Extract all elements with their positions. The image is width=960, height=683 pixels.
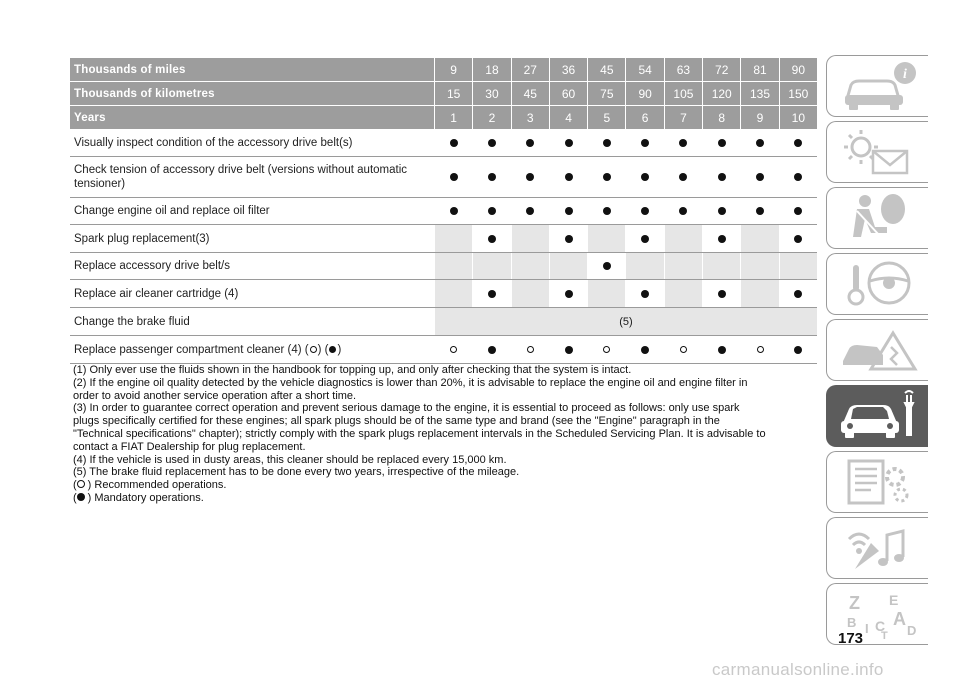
schedule-cell [511,253,549,279]
row-cells [434,198,817,224]
mandatory-dot-icon [488,346,496,354]
mandatory-dot-icon [526,173,534,181]
mandatory-dot-icon [794,346,802,354]
mandatory-dot-icon [603,139,611,147]
schedule-cell [702,225,740,252]
table-row [70,253,817,280]
schedule-cell [472,130,510,156]
schedule-cell [511,157,549,197]
header-label: Thousands of miles [74,63,186,76]
svg-text:E: E [888,592,898,608]
table-row [70,336,817,364]
schedule-cell [625,130,663,156]
technical-data-icon [835,455,921,509]
recommended-ring-icon [527,346,534,353]
schedule-cell [702,157,740,197]
row-label: Check tension of accessory drive belt (versions without automatic tensioner) [74,164,408,190]
tab-multimedia[interactable] [826,517,928,579]
schedule-cell [549,198,587,224]
car-maintenance-icon [835,389,921,443]
mandatory-dot-icon [450,173,458,181]
header-value: 54 [625,58,663,81]
mandatory-dot-icon [679,207,687,215]
tab-car-info[interactable] [826,55,928,117]
mandatory-dot-icon [794,207,802,215]
schedule-cell [740,198,778,224]
schedule-cell [740,280,778,307]
schedule-cell [511,130,549,156]
header-values [434,106,817,129]
schedule-cell [625,198,663,224]
schedule-cell [625,280,663,307]
mandatory-dot-icon [794,139,802,147]
mandatory-dot-icon [641,207,649,215]
header-row-miles [70,58,817,82]
schedule-cell [511,336,549,363]
row-label: Spark plug replacement(3) [74,232,210,245]
mandatory-dot-icon [718,235,726,243]
header-value: 4 [549,106,587,129]
table-row [70,157,817,198]
header-value: 2 [472,106,510,129]
row-label: Visually inspect condition of the accessory drive belt(s) [74,137,353,149]
row-label: Replace accessory drive belt/s [74,260,230,272]
schedule-cell [472,157,510,197]
warning-lights-icon [835,125,921,179]
header-value: 30 [472,82,510,105]
footnote-3-line-1: (3) In order to guarantee correct operation and prevent serious damage to the engine, it is essential to proceed as follows: only use spark [73,402,740,415]
header-value: 120 [702,82,740,105]
mandatory-dot-icon [329,346,336,353]
header-value: 60 [549,82,587,105]
schedule-cell [549,225,587,252]
header-value: 9 [434,58,472,81]
mandatory-dot-icon [565,139,573,147]
header-value: 3 [511,106,549,129]
schedule-cell [740,157,778,197]
header-value: 7 [664,106,702,129]
schedule-cell [587,253,625,279]
footnote-1: (1) Only ever use the fluids shown in the handbook for topping up, and only after checking that the system is intact. [73,364,632,376]
schedule-cell [664,253,702,279]
schedule-cell [434,280,472,307]
schedule-cell [587,280,625,307]
multimedia-icon [835,521,921,575]
header-values [434,82,817,105]
svg-text:i: i [902,67,907,82]
mandatory-dot-icon [679,173,687,181]
row-label-text: ) ( [317,343,329,356]
row-label-text: ) [337,343,342,356]
table-row [70,198,817,225]
row-cells [434,308,817,335]
schedule-cell [549,157,587,197]
header-values [434,58,817,81]
header-value: 63 [664,58,702,81]
svg-text:C: C [874,618,885,634]
header-value: 45 [587,58,625,81]
mandatory-dot-icon [450,139,458,147]
mandatory-dot-icon [526,207,534,215]
footnote-2-line-2: order to avoid another service operation after a short time. [73,389,357,402]
tab-starting-driving[interactable] [826,253,928,315]
chapter-sidebar [826,55,930,645]
schedule-cell [740,225,778,252]
header-value: 8 [702,106,740,129]
legend-recommended [73,479,813,492]
schedule-cell [664,225,702,252]
mandatory-dot-icon [488,235,496,243]
mandatory-dot-icon [718,290,726,298]
schedule-cell [434,198,472,224]
schedule-cell [779,253,817,279]
mandatory-dot-icon [641,290,649,298]
header-value: 27 [511,58,549,81]
page-number: 173 [838,630,864,647]
tab-warning-lights[interactable] [826,121,928,183]
schedule-cell [664,130,702,156]
header-row-kilometres [70,82,817,106]
row-label-text: Replace passenger compartment cleaner (4) ( [74,343,309,356]
mandatory-dot-icon [565,207,573,215]
mandatory-dot-icon [794,173,802,181]
mandatory-dot-icon [488,173,496,181]
row-label: Replace air cleaner cartridge (4) [74,287,239,300]
schedule-cell [779,198,817,224]
tab-emergency[interactable] [826,319,928,381]
emergency-crash-icon [835,323,921,377]
schedule-cell [702,280,740,307]
schedule-cell [664,336,702,363]
header-value: 5 [587,106,625,129]
mandatory-dot-icon [641,139,649,147]
header-value: 105 [664,82,702,105]
schedule-cell [664,157,702,197]
schedule-cell [779,280,817,307]
schedule-cell [434,225,472,252]
mandatory-dot-icon [641,173,649,181]
schedule-cell [549,336,587,363]
svg-text:B: B [846,615,856,630]
watermark: carmanualsonline.info [712,660,884,679]
mandatory-dot-icon [718,173,726,181]
row-cells [434,336,817,363]
row-label: Change engine oil and replace oil filter [74,205,270,217]
schedule-cell [511,198,549,224]
schedule-cell [472,280,510,307]
mandatory-dot-icon [488,290,496,298]
mandatory-dot-icon [488,207,496,215]
row-label: Change the brake fluid [74,315,190,328]
header-value: 9 [740,106,778,129]
schedule-cell [472,225,510,252]
row-cells [434,130,817,156]
recommended-ring-icon [450,346,457,353]
table-row [70,225,817,253]
table-row [70,308,817,336]
safety-airbag-icon [835,191,921,245]
schedule-cell [434,336,472,363]
schedule-cell [587,336,625,363]
mandatory-dot-icon [718,207,726,215]
schedule-cell [779,225,817,252]
header-value: 6 [625,106,663,129]
mandatory-dot-icon [603,262,611,270]
car-info-icon [835,59,921,113]
tab-technical-data[interactable] [826,451,928,513]
header-value: 18 [472,58,510,81]
mandatory-dot-icon [679,139,687,147]
legend-mandatory-label: ) Mandatory operations. [87,491,204,504]
schedule-cell [625,157,663,197]
header-value: 1 [434,106,472,129]
footnote-5: (5) The brake fluid replacement has to be done every two years, irrespective of the mileage. [73,466,520,479]
schedule-cell [779,130,817,156]
legend-mandatory [73,492,813,505]
header-value: 36 [549,58,587,81]
mandatory-dot-icon [603,173,611,181]
mandatory-dot-icon [488,139,496,147]
footnote-3-line-3: "Technical specifications" chapter); strictly comply with the spark plugs replacement intervals in the Scheduled Servicing Plan. It is advisable to [73,427,766,440]
row-cells [434,253,817,279]
legend-recommended-label: ) Recommended operations. [87,479,227,492]
schedule-cell [625,225,663,252]
header-value: 72 [702,58,740,81]
schedule-cell [511,280,549,307]
mandatory-dot-icon [526,139,534,147]
schedule-cell [472,253,510,279]
mandatory-dot-icon [794,235,802,243]
schedule-cell [472,198,510,224]
header-value: 135 [740,82,778,105]
footnote-3-line-2: plugs specifically certified for these engines; all spark plugs should be of the same type and brand (see the "Engine" paragraph in the [73,415,720,428]
tab-servicing-care[interactable] [826,385,928,447]
schedule-cell [434,157,472,197]
schedule-cell [549,253,587,279]
header-label: Years [74,111,106,124]
header-value: 81 [740,58,778,81]
recommended-ring-icon [603,346,610,353]
recommended-ring-icon [757,346,764,353]
schedule-cell [740,130,778,156]
schedule-cell [587,198,625,224]
row-label [70,336,434,363]
row-cells [434,157,817,197]
svg-text:T: T [880,630,888,641]
schedule-cell [625,336,663,363]
header-value: 15 [434,82,472,105]
svg-text:A: A [892,609,906,629]
table-row [70,280,817,308]
footnote-2-line-1: (2) If the engine oil quality detected by the vehicle diagnostics is lower than 20%, it is advisable to replace the engine oil and engine filter in [73,376,748,389]
header-value: 45 [511,82,549,105]
mandatory-dot-icon [756,207,764,215]
tab-safety[interactable] [826,187,928,249]
mandatory-dot-icon [718,346,726,354]
svg-text:Z: Z [848,593,860,613]
mandatory-dot-icon [565,173,573,181]
recommended-ring-icon [310,346,317,353]
table-row [70,130,817,157]
table-body [70,130,817,364]
recommended-ring-icon [680,346,687,353]
schedule-cell [587,225,625,252]
schedule-cell [702,253,740,279]
schedule-cell [664,198,702,224]
legend-open-paren: ( [73,491,77,504]
mandatory-dot-icon [794,290,802,298]
schedule-cell [549,280,587,307]
span-note-cell: (5) [434,308,817,335]
mandatory-dot-icon [565,235,573,243]
schedule-cell [434,130,472,156]
header-value: 10 [779,106,817,129]
mandatory-dot-icon [756,173,764,181]
mandatory-dot-icon [565,346,573,354]
schedule-cell [625,253,663,279]
schedule-cell [587,157,625,197]
mandatory-dot-icon [77,493,85,501]
header-row-years [70,106,817,130]
mandatory-dot-icon [756,139,764,147]
schedule-cell [702,336,740,363]
schedule-cell [702,130,740,156]
mandatory-dot-icon [718,139,726,147]
header-value: 75 [587,82,625,105]
recommended-ring-icon [77,480,85,488]
header-value: 90 [779,58,817,81]
schedule-cell [587,130,625,156]
schedule-cell [779,336,817,363]
svg-text:D: D [906,623,916,638]
schedule-cell [740,336,778,363]
header-value: 90 [625,82,663,105]
header-label: Thousands of kilometres [74,87,215,100]
mandatory-dot-icon [450,207,458,215]
svg-text:I: I [864,621,869,636]
schedule-cell [779,157,817,197]
legend-open-paren: ( [73,479,77,492]
maintenance-schedule-table [70,58,817,364]
schedule-cell [664,280,702,307]
schedule-cell [472,336,510,363]
schedule-cell [702,198,740,224]
header-value: 150 [779,82,817,105]
schedule-cell [549,130,587,156]
schedule-cell [434,253,472,279]
schedule-cell [740,253,778,279]
key-steering-wheel-icon [835,257,921,311]
footnotes [73,364,813,505]
mandatory-dot-icon [565,290,573,298]
mandatory-dot-icon [603,207,611,215]
mandatory-dot-icon [641,346,649,354]
row-cells [434,225,817,252]
footnote-4: (4) If the vehicle is used in dusty areas, this cleaner should be replaced every 15,000 km. [73,453,507,466]
mandatory-dot-icon [641,235,649,243]
schedule-cell [511,225,549,252]
footnote-3-line-4: contact a FIAT Dealership for plug replacement. [73,440,306,453]
row-cells [434,280,817,307]
